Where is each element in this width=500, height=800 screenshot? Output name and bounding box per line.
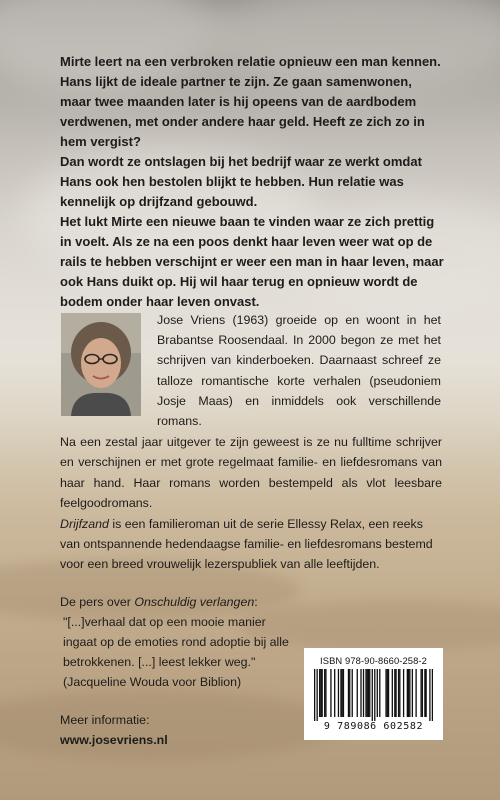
barcode-bar <box>334 669 335 717</box>
barcode-bar <box>330 669 331 717</box>
author-photo <box>61 313 141 416</box>
press-book-title: Onschuldig verlangen <box>134 595 255 609</box>
blurb-text <box>60 52 446 312</box>
barcode-bar <box>342 669 343 717</box>
barcode-box <box>304 648 443 740</box>
series-book-title: Drijfzand <box>60 517 109 531</box>
barcode-bar <box>392 669 393 717</box>
barcode-bar <box>348 669 349 717</box>
barcode-bar <box>409 669 410 717</box>
barcode-bar <box>322 669 323 717</box>
barcode-bar <box>399 669 400 717</box>
blurb-paragraph: Dan wordt ze ontslagen bij het bedrijf waar ze werkt omdat Hans ook hen bestolen blijkt te hebben. Hun relatie was kennelijk op drijfzand gebouwd. <box>60 154 422 209</box>
more-info-label: Meer informatie: <box>60 713 150 727</box>
barcode-bar <box>372 669 373 721</box>
barcode-bar <box>429 669 430 721</box>
barcode-bar <box>385 669 386 717</box>
barcode-bar <box>403 669 404 717</box>
barcode-bar <box>432 669 433 721</box>
isbn-label: ISBN 978-90-8660-258-2 <box>320 655 427 666</box>
barcode-bar <box>407 669 408 717</box>
barcode-bar <box>349 669 350 717</box>
barcode-bar <box>340 669 341 717</box>
barcode-bar <box>398 669 399 717</box>
barcode-bar <box>317 669 318 721</box>
barcode-bar <box>422 669 423 717</box>
series-text: is een familieroman uit de serie Ellessy Relax, een reeks van ontspannende hedendaagse familie- en liefdesromans bestemd voor een breed vrouwelijk lezerspubliek van alle leeftijden. <box>60 517 433 571</box>
barcode <box>314 669 433 721</box>
barcode-bar <box>324 669 325 717</box>
barcode-bar <box>425 669 426 717</box>
press-colon: : <box>254 595 258 609</box>
barcode-bar <box>360 669 361 717</box>
blurb-paragraph: Het lukt Mirte een nieuwe baan te vinden waar ze zich prettig in voelt. Als ze na een poos denkt haar leven weer wat op de rails te hebben verschijnt er weer een man in haar leven, maar ook Hans duikt op. Hij wil haar terug en opnieuw wordt de bodem onder haar leven onvast. <box>60 214 444 309</box>
barcode-bar <box>357 669 358 717</box>
blurb-paragraph: Mirte leert na een verbroken relatie opnieuw een man kennen. Hans lijkt de ideale partner te zijn. Ze gaan samenwonen, maar twee maanden later is hij opeens van de aardbodem verdwenen, met onder andere haar geld. Heeft ze zich zo in hem vergist? <box>60 54 441 149</box>
author-bio: Jose Vriens (1963) groeide op en woont in het Brabantse Roosendaal. In 2000 begon ze met het schrijven van kinderboeken. Daarnaast schreef ze talloze romantische korte verhalen (pseudoniem Josje Maas) en inmiddels ook verschillende romans. <box>157 313 441 429</box>
series-description <box>60 514 444 574</box>
barcode-bar <box>363 669 364 717</box>
barcode-bar <box>415 669 416 717</box>
barcode-bar <box>374 669 375 721</box>
barcode-bar <box>319 669 320 717</box>
barcode-bar <box>352 669 353 717</box>
barcode-bar <box>408 669 409 717</box>
press-intro: De pers over <box>60 595 135 609</box>
barcode-bar <box>320 669 321 717</box>
barcode-bar <box>338 669 339 717</box>
barcode-bar <box>412 669 413 717</box>
barcode-bar <box>325 669 326 717</box>
barcode-bar <box>369 669 370 717</box>
barcode-bar <box>388 669 389 717</box>
barcode-bar <box>394 669 395 717</box>
barcode-bar <box>420 669 421 717</box>
barcode-bar <box>424 669 425 717</box>
barcode-bar <box>395 669 396 717</box>
more-info <box>60 710 260 750</box>
barcode-bar <box>387 669 388 717</box>
press-review <box>60 592 300 692</box>
barcode-bar <box>367 669 368 717</box>
author-bio-continued: Na een zestal jaar uitgever te zijn geweest is ze nu fulltime schrijver en verschijnen er met grote regelmaat familie- en liefdesromans van haar hand. Haar romans worden bestempeld als vlot leesbare feelgoodromans. <box>60 435 442 510</box>
press-quote: "[...]verhaal dat op een mooie manier ingaat op de emoties rond adoptie bij alle betrokkenen. [...] leest lekker weg." <box>63 615 289 669</box>
barcode-digits: 9 789086 602582 <box>323 721 424 732</box>
press-source: (Jacqueline Wouda voor Biblion) <box>63 675 242 689</box>
barcode-bar <box>365 669 366 717</box>
barcode-bar <box>368 669 369 717</box>
barcode-bar <box>314 669 315 721</box>
barcode-bar <box>343 669 344 717</box>
barcode-bar <box>379 669 380 717</box>
author-website-link[interactable]: www.josevriens.nl <box>60 733 168 747</box>
barcode-bar <box>377 669 378 717</box>
